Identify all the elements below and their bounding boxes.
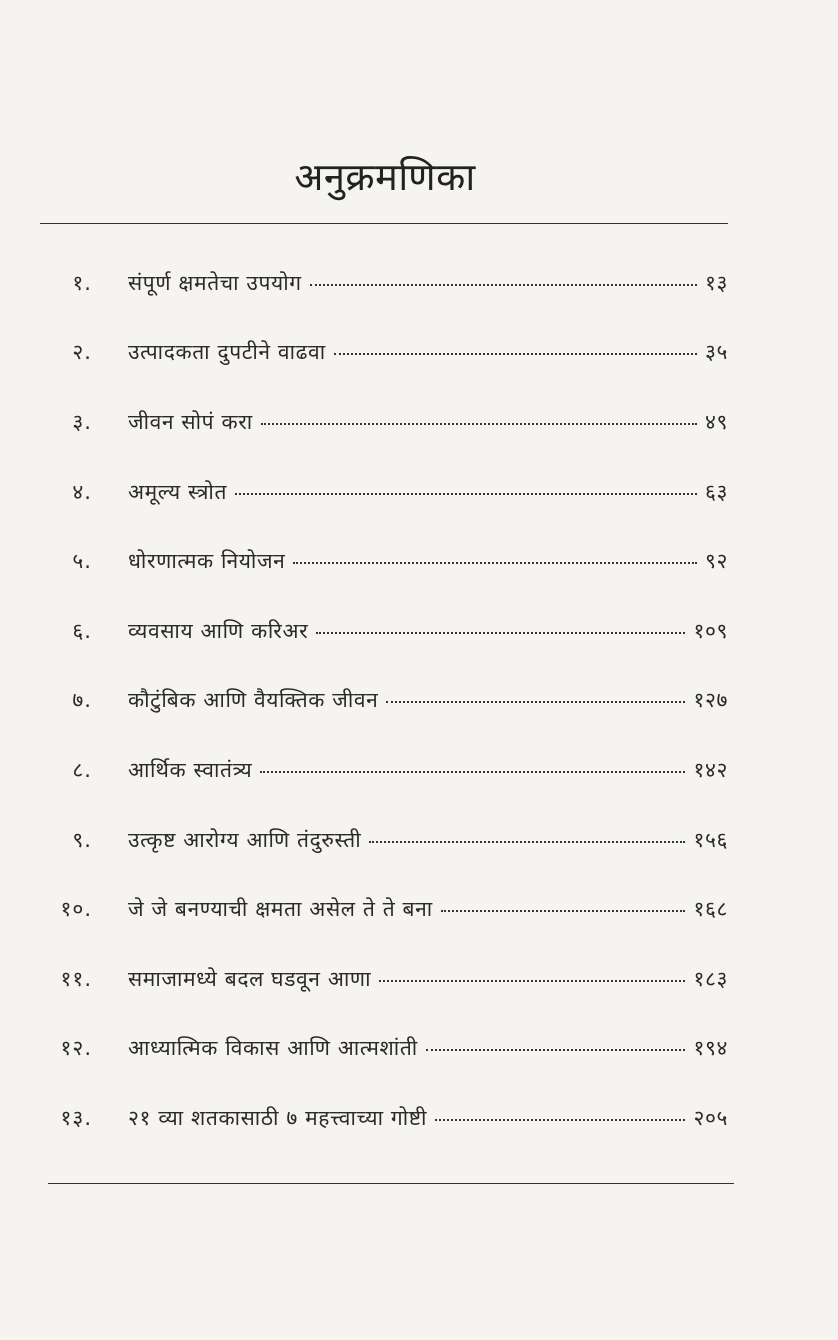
toc-row (128, 408, 728, 436)
dot-leader (435, 1119, 685, 1121)
chapter-number: ७. (72, 688, 92, 713)
chapter-number: १२. (60, 1036, 92, 1061)
chapter-number: ६. (72, 618, 92, 643)
toc-row (128, 965, 728, 993)
toc-entry-1 (0, 248, 838, 318)
bottom-divider (48, 1183, 734, 1184)
dot-leader (334, 353, 697, 355)
dot-leader (386, 701, 685, 703)
table-of-contents (0, 248, 838, 1153)
toc-entry-12 (0, 1014, 838, 1084)
dot-leader (293, 562, 697, 564)
toc-row (128, 686, 728, 714)
page-number: ३५ (704, 340, 728, 365)
page-number: १८३ (693, 966, 728, 991)
toc-row (128, 1104, 728, 1132)
chapter-title: उत्कृष्ट आरोग्य आणि तंदुरुस्ती (128, 827, 362, 852)
dot-leader (369, 841, 685, 843)
chapter-title: अमूल्य स्त्रोत (128, 479, 228, 504)
chapter-number: ९. (72, 827, 92, 852)
chapter-title: जे जे बनण्याची क्षमता असेल ते ते बना (128, 897, 433, 922)
chapter-number: ४. (72, 479, 92, 504)
chapter-number: ११. (60, 966, 92, 991)
toc-row (128, 1034, 728, 1062)
chapter-number: १३. (60, 1105, 92, 1130)
chapter-title: कौटुंबिक आणि वैयक्तिक जीवन (128, 688, 379, 713)
dot-leader (441, 910, 686, 912)
chapter-title: समाजामध्ये बदल घडवून आणा (128, 966, 372, 991)
page-number: १४२ (693, 757, 728, 782)
page-number: १३ (704, 270, 728, 295)
toc-row (128, 547, 728, 575)
page-number: २०५ (693, 1105, 728, 1130)
dot-leader (379, 980, 685, 982)
toc-row (128, 756, 728, 784)
dot-leader (261, 423, 697, 425)
chapter-title: व्यवसाय आणि करिअर (128, 618, 309, 643)
chapter-number: ३. (72, 409, 92, 434)
page-number: ९२ (704, 549, 728, 574)
chapter-number: ५. (72, 549, 92, 574)
toc-entry-7 (0, 666, 838, 736)
toc-entry-13 (0, 1083, 838, 1153)
chapter-title: उत्पादकता दुपटीने वाढवा (128, 340, 326, 365)
toc-entry-6 (0, 596, 838, 666)
page-number: १२७ (693, 688, 728, 713)
dot-leader (235, 493, 697, 495)
toc-row (128, 338, 728, 366)
toc-entry-4 (0, 457, 838, 527)
page-number: ४९ (704, 409, 728, 434)
toc-entry-2 (0, 318, 838, 388)
page-number: १९४ (693, 1036, 728, 1061)
toc-entry-10 (0, 874, 838, 944)
dot-leader (310, 284, 697, 286)
page-title: अनुक्रमणिका (294, 155, 476, 199)
toc-entry-3 (0, 387, 838, 457)
toc-entry-11 (0, 944, 838, 1014)
dot-leader (426, 1049, 686, 1051)
chapter-title: जीवन सोपं करा (128, 409, 253, 434)
toc-row (128, 826, 728, 854)
page-number: १५६ (693, 827, 728, 852)
toc-entry-9 (0, 805, 838, 875)
dot-leader (316, 632, 685, 634)
toc-row (128, 895, 728, 923)
toc-row (128, 478, 728, 506)
chapter-title: धोरणात्मक नियोजन (128, 549, 286, 574)
page-number: १६८ (693, 897, 728, 922)
chapter-number: १०. (60, 897, 92, 922)
chapter-title: संपूर्ण क्षमतेचा उपयोग (128, 270, 302, 295)
chapter-title: आर्थिक स्वातंत्र्य (128, 757, 253, 782)
chapter-title: २१ व्या शतकासाठी ७ महत्त्वाच्या गोष्टी (128, 1105, 428, 1130)
chapter-title: आध्यात्मिक विकास आणि आत्मशांती (128, 1036, 418, 1061)
page-number: ६३ (704, 479, 728, 504)
chapter-number: ८. (72, 757, 92, 782)
dot-leader (260, 771, 685, 773)
chapter-number: १. (72, 270, 92, 295)
toc-row (128, 617, 728, 645)
chapter-number: २. (72, 340, 92, 365)
toc-row (128, 269, 728, 297)
toc-entry-8 (0, 735, 838, 805)
toc-entry-5 (0, 526, 838, 596)
page-number: १०९ (693, 618, 728, 643)
top-divider (40, 223, 728, 224)
